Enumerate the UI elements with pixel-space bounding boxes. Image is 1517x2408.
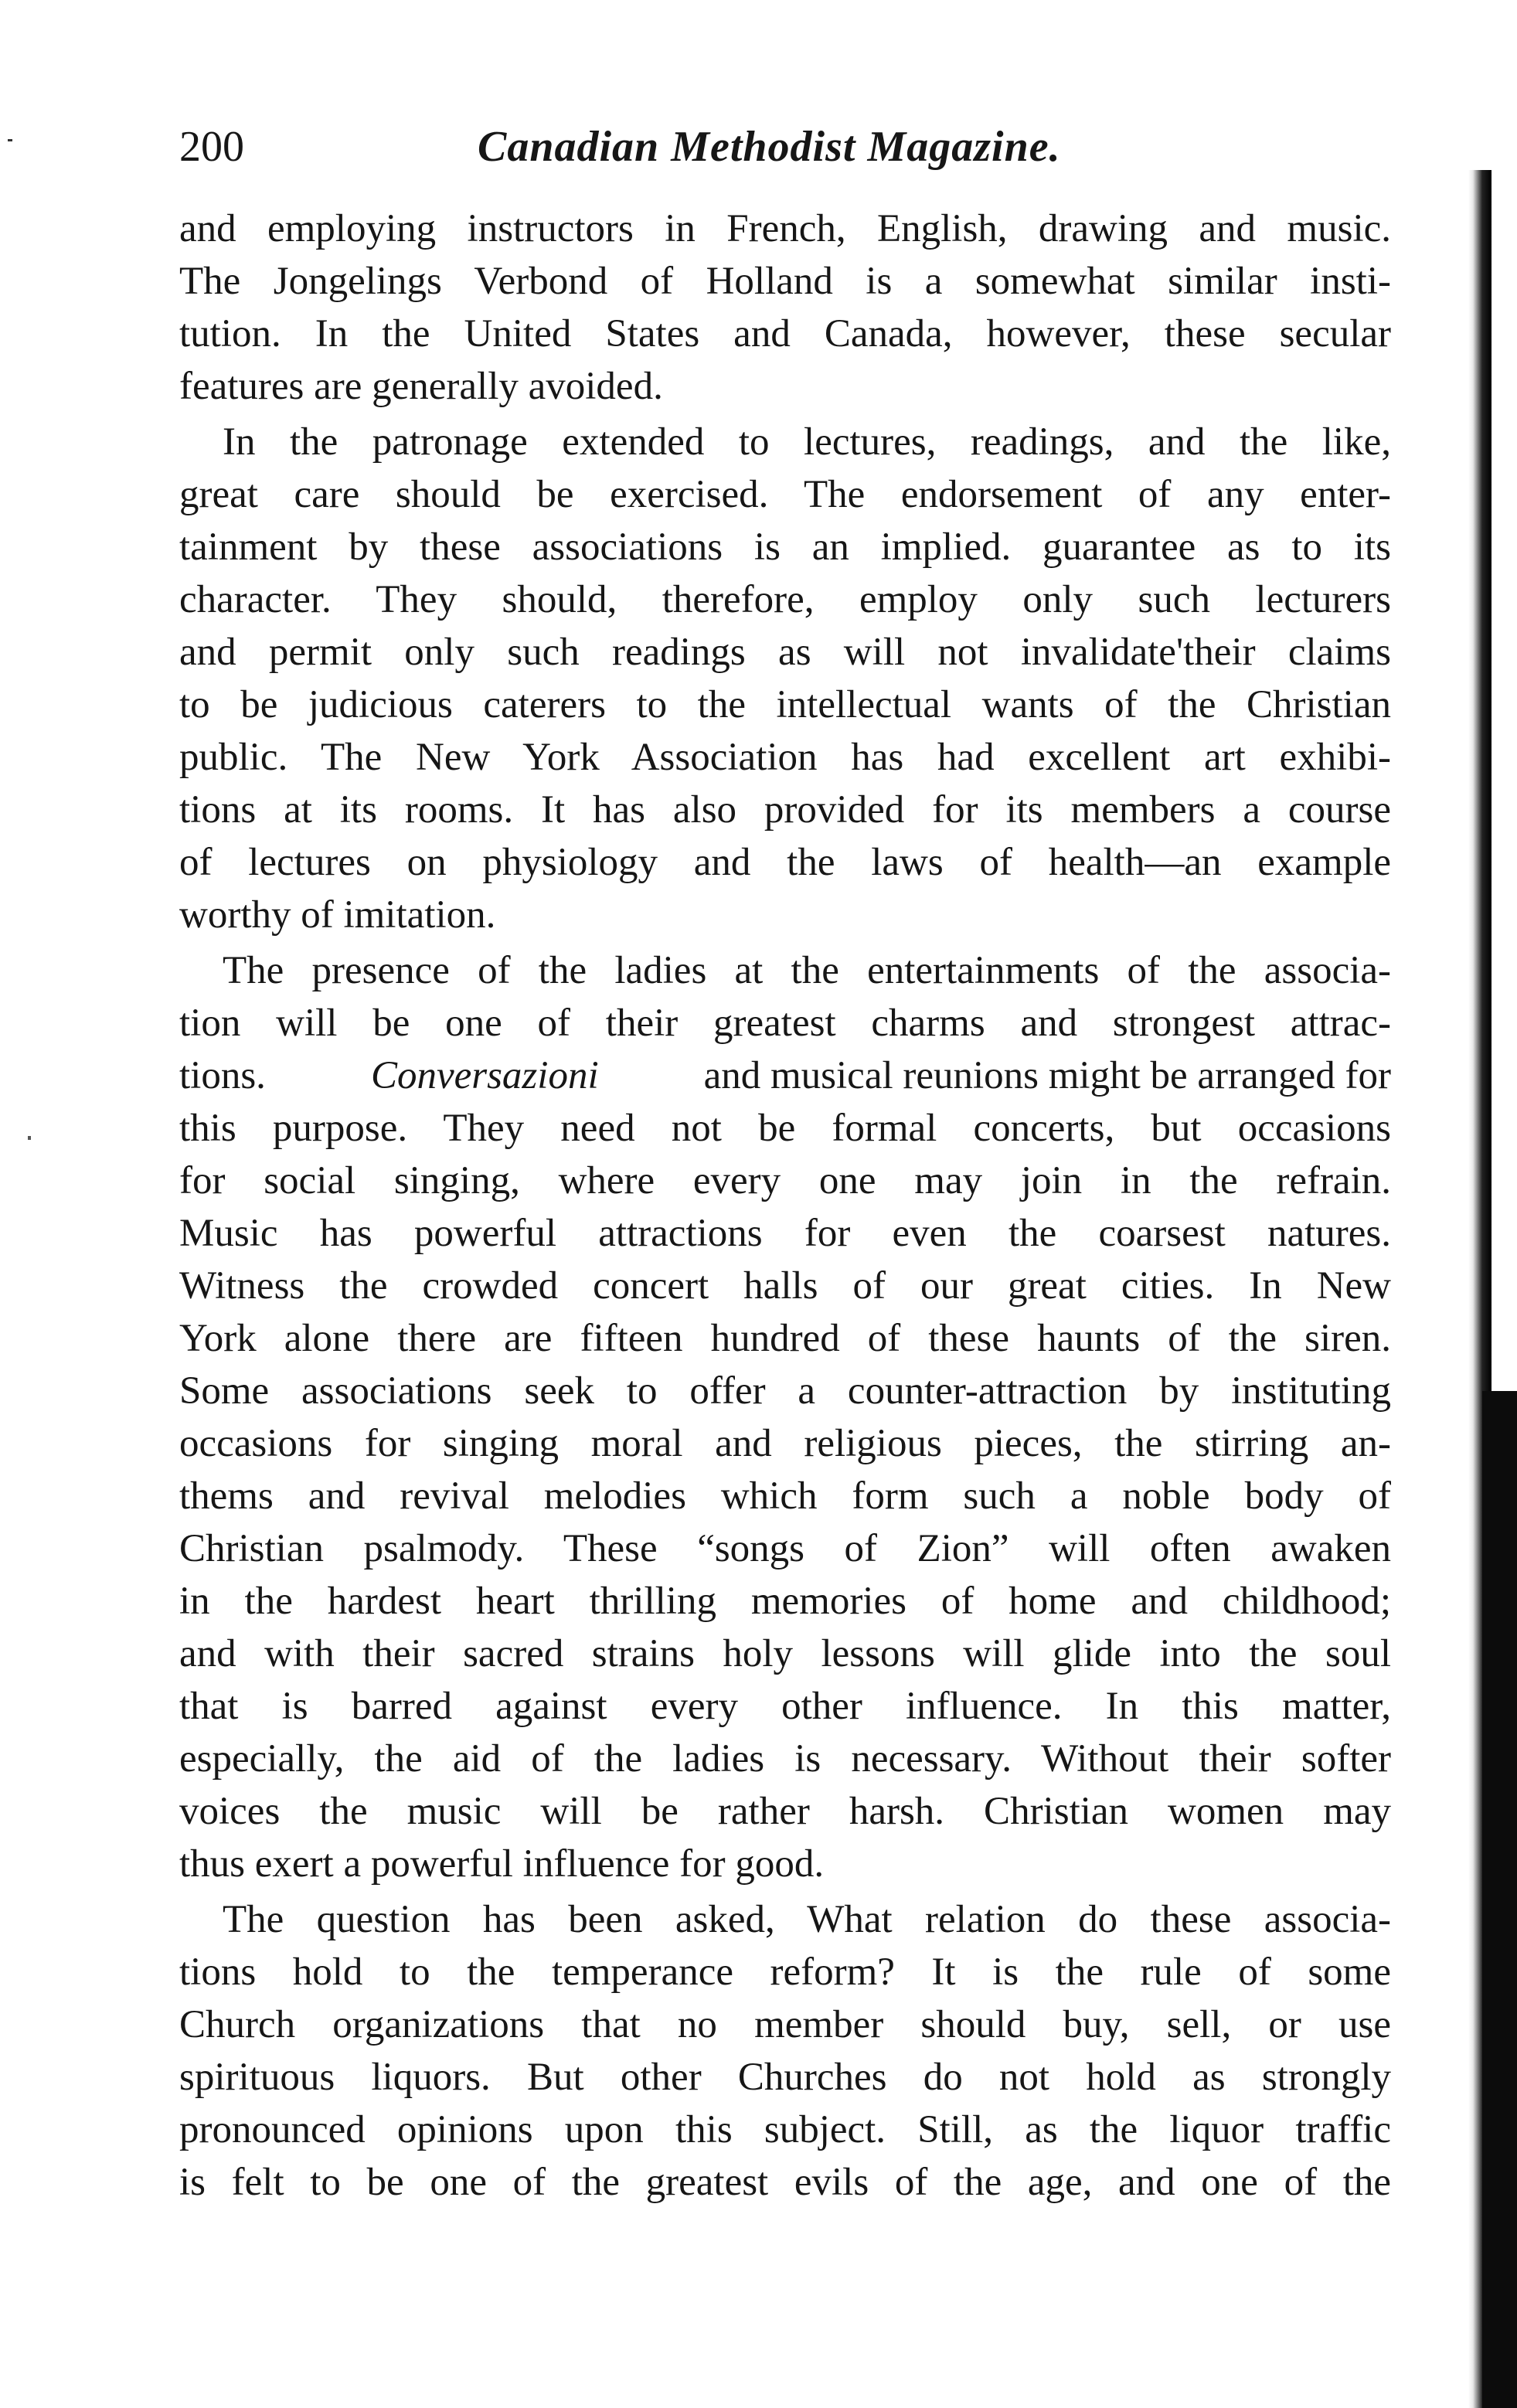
text-fragment: tions. xyxy=(179,1054,266,1097)
text-line: is felt to be one of the greatest evils of the age, and one of the xyxy=(179,2161,1391,2204)
text-line: of lectures on physiology and the laws of health—an example xyxy=(179,841,1391,884)
text-line: character. They should, therefore, employ only such lecturers xyxy=(179,578,1391,621)
text-line: tions at its rooms. It has also provided for its members a course xyxy=(179,788,1391,832)
text-line: especially, the aid of the ladies is necessary. Without their softer xyxy=(179,1737,1391,1780)
text-line: tainment by these associations is an implied. guarantee as to its xyxy=(179,525,1391,569)
text-line: features are generally avoided. xyxy=(179,365,663,408)
text-line: that is barred against every other influence. In this matter, xyxy=(179,1685,1391,1728)
scan-speck xyxy=(28,1136,31,1140)
text-line: and employing instructors in French, English, drawing and music. xyxy=(179,207,1391,250)
magazine-title: Canadian Methodist Magazine. xyxy=(478,123,1061,171)
running-head xyxy=(179,116,1393,178)
text-line: Church organizations that no member should buy, sell, or use xyxy=(179,2003,1391,2046)
scan-speck xyxy=(8,139,12,141)
paragraph-first-line: The presence of the ladies at the entertainments of the associa- xyxy=(223,949,1391,992)
text-line: this purpose. They need not be formal concerts, but occasions xyxy=(179,1107,1391,1150)
text-line: to be judicious caterers to the intellectual wants of the Christian xyxy=(179,683,1391,726)
text-line: occasions for singing moral and religious pieces, the stirring an- xyxy=(179,1422,1391,1465)
paragraph-first-line: The question has been asked, What relation do these associa- xyxy=(223,1898,1391,1941)
text-line: great care should be exercised. The endorsement of any enter- xyxy=(179,473,1391,516)
text-line: public. The New York Association has had excellent art exhibi- xyxy=(179,736,1391,779)
text-line: York alone there are fifteen hundred of these haunts of the siren. xyxy=(179,1317,1391,1360)
text-line: thems and revival melodies which form such a noble body of xyxy=(179,1474,1391,1518)
text-line: and with their sacred strains holy lessons will glide into the soul xyxy=(179,1632,1391,1675)
text-line: Music has powerful attractions for even the coarsest natures. xyxy=(179,1212,1391,1255)
text-line: thus exert a powerful influence for good. xyxy=(179,1842,825,1886)
text-line: tution. In the United States and Canada, however, these secular xyxy=(179,312,1391,355)
text-line: in the hardest heart thrilling memories of home and childhood; xyxy=(179,1580,1391,1623)
text-line: for social singing, where every one may join in the refrain. xyxy=(179,1159,1391,1202)
body-text xyxy=(179,202,1391,2209)
text-line-with-italic xyxy=(179,1049,1391,1102)
text-line: tions hold to the temperance reform? It is the rule of some xyxy=(179,1951,1391,1994)
text-fragment: and musical reunions might be arranged for xyxy=(703,1054,1391,1097)
text-line: The Jongelings Verbond of Holland is a somewhat similar insti- xyxy=(179,260,1391,303)
text-line: Christian psalmody. These “songs of Zion” will often awaken xyxy=(179,1527,1391,1570)
italic-term: Conversazioni xyxy=(370,1054,599,1097)
text-line: spirituous liquors. But other Churches do not hold as strongly xyxy=(179,2056,1391,2099)
binding-shadow-dark xyxy=(1482,1391,1517,2408)
paragraph-first-line: In the patronage extended to lectures, readings, and the like, xyxy=(223,420,1391,464)
text-line: voices the music will be rather harsh. Christian women may xyxy=(179,1790,1391,1833)
text-line: and permit only such readings as will not invalidate'their claims xyxy=(179,631,1391,674)
text-line: Witness the crowded concert halls of our great cities. In New xyxy=(179,1264,1391,1308)
text-line: worthy of imitation. xyxy=(179,893,496,937)
text-line: Some associations seek to offer a counter-attraction by instituting xyxy=(179,1369,1391,1413)
page-number: 200 xyxy=(179,123,244,171)
text-line: tion will be one of their greatest charms and strongest attrac- xyxy=(179,1002,1391,1045)
text-line: pronounced opinions upon this subject. Still, as the liquor traffic xyxy=(179,2108,1391,2151)
